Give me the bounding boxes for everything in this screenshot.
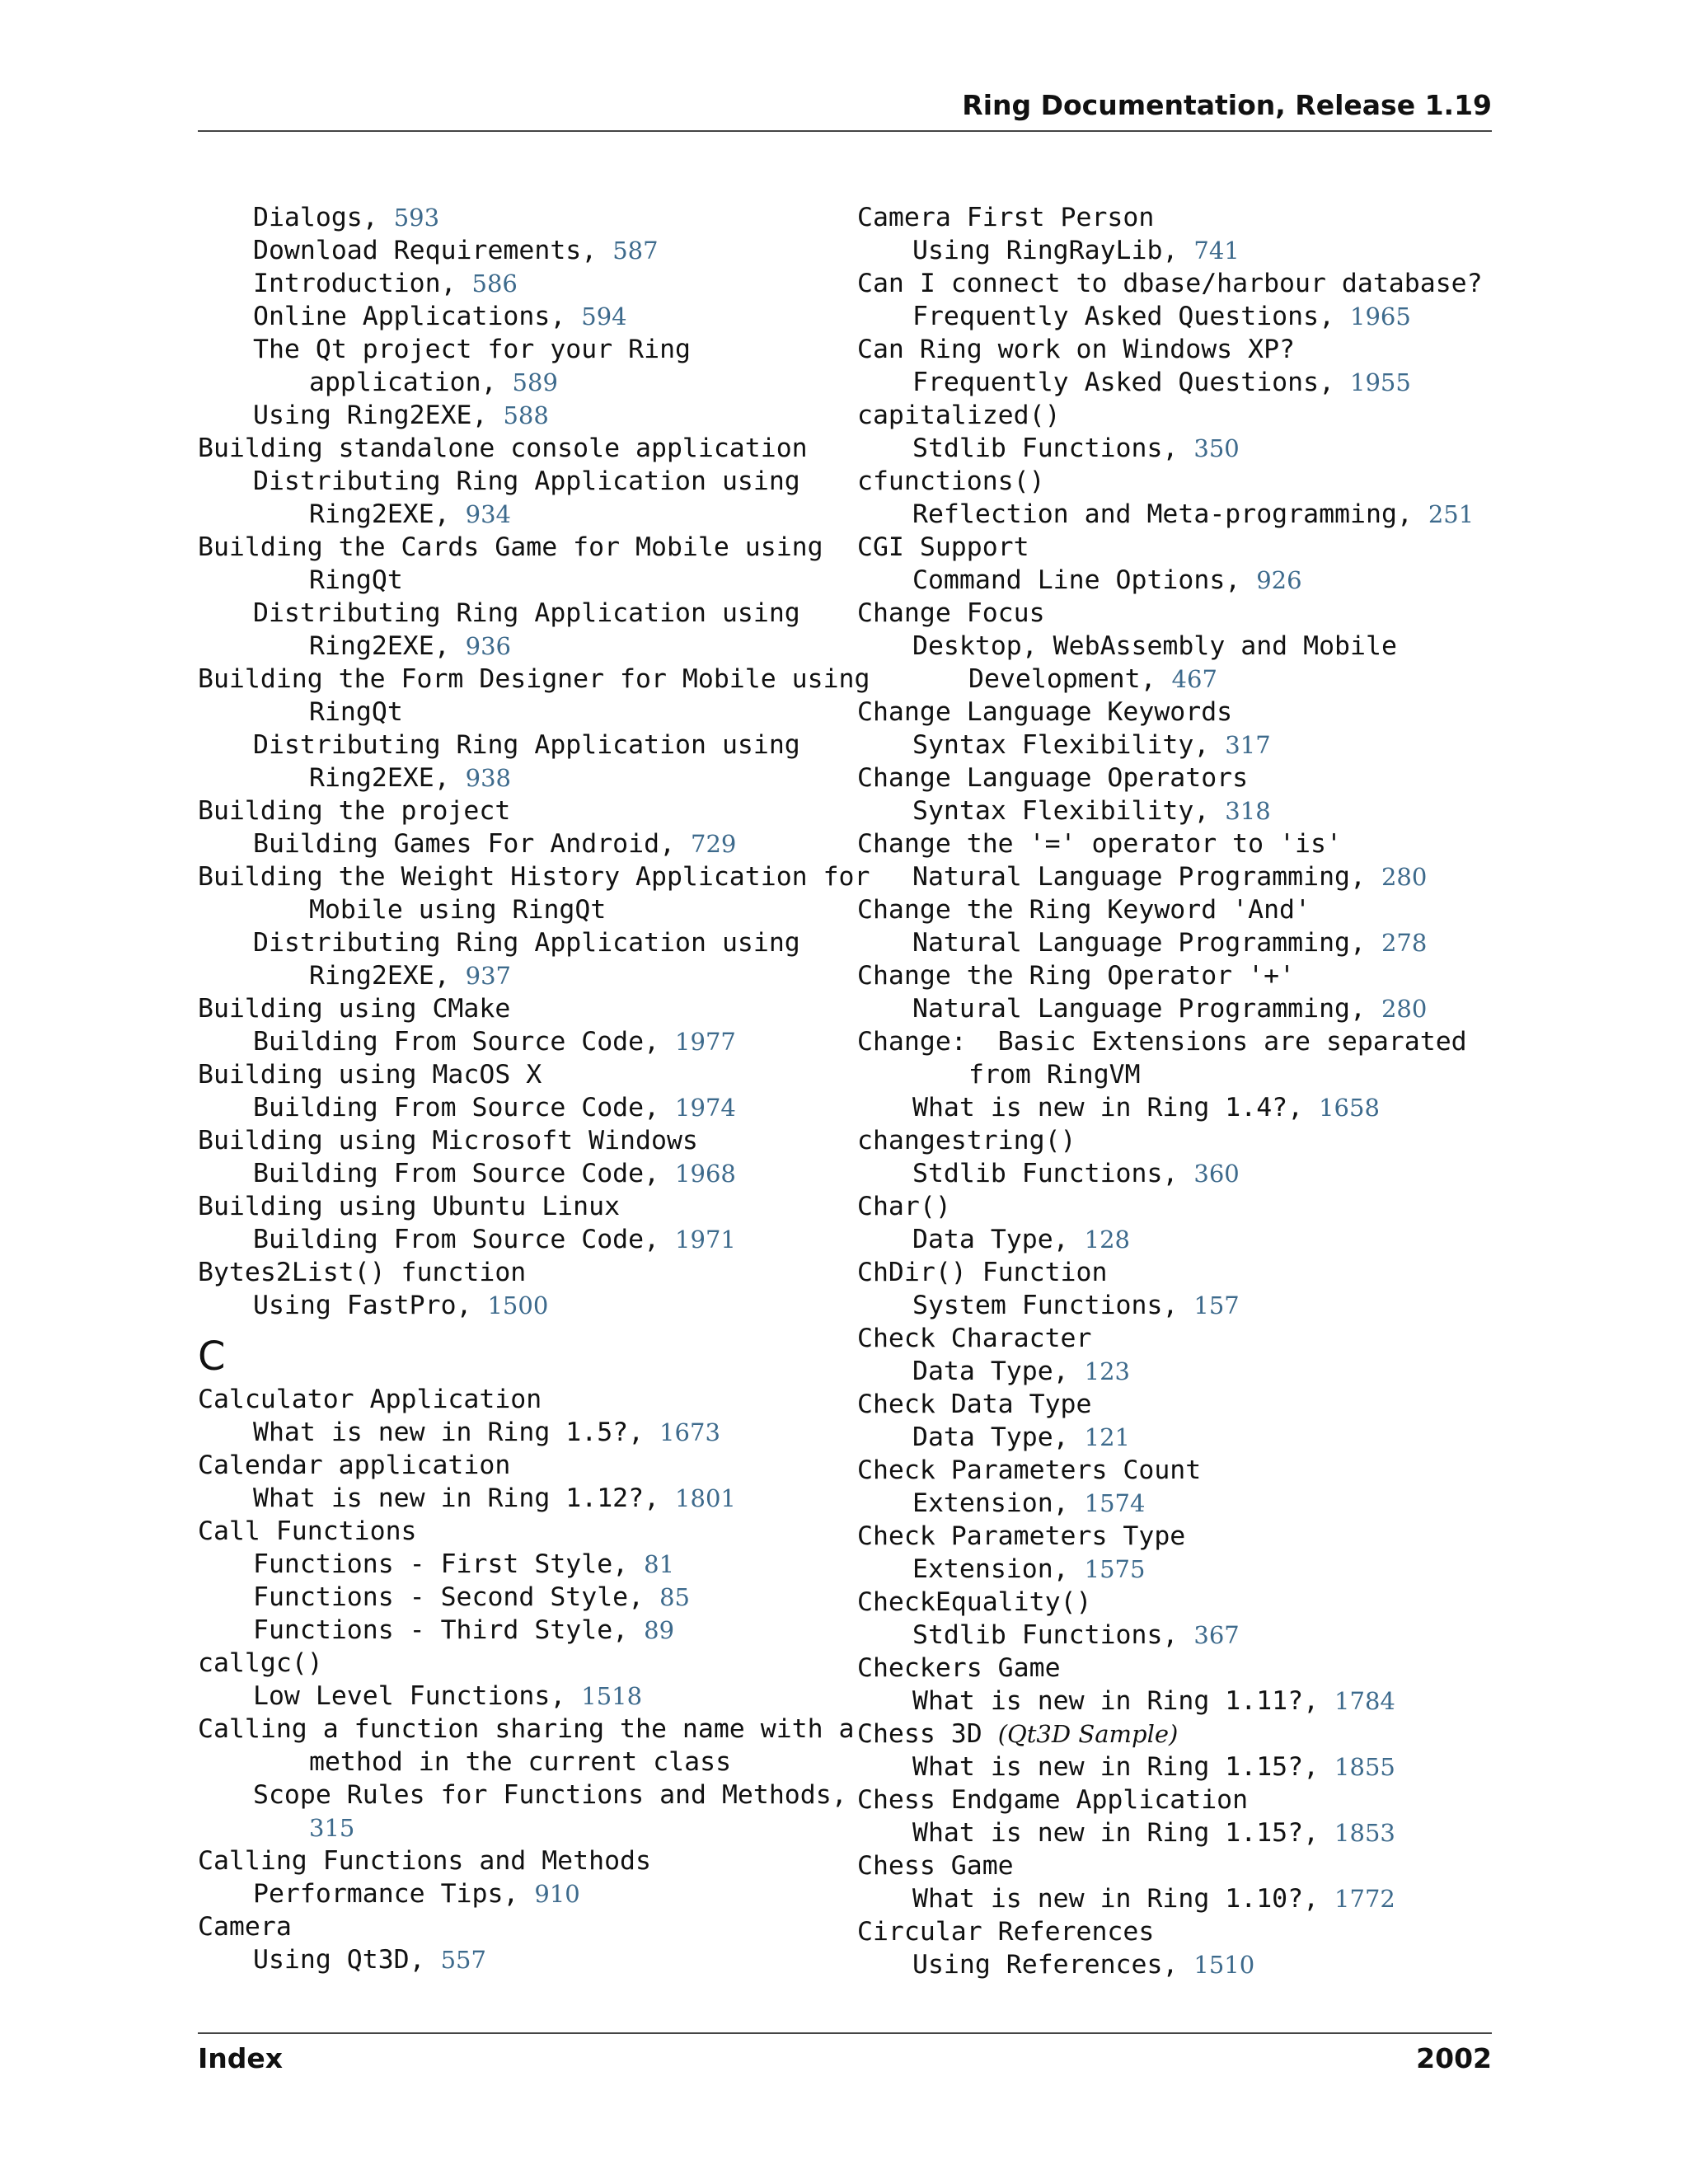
index-entry-continued: RingQt [309,565,403,595]
page-link[interactable]: 594 [581,302,627,330]
page-link[interactable]: 1853 [1334,1819,1395,1847]
index-subentry: Frequently Asked Questions, 1965 [912,302,1411,331]
page-link[interactable]: 360 [1193,1160,1240,1188]
index-subentry: Functions - Third Style, 89 [253,1615,675,1645]
index-subentry: Stdlib Functions, 360 [912,1159,1240,1188]
index-entry: Building using Ubuntu Linux [198,1192,621,1221]
page-link[interactable]: 1855 [1334,1753,1395,1781]
index-entry: Change: Basic Extensions are separated [857,1027,1467,1057]
page-link[interactable]: 157 [1193,1291,1240,1319]
index-subentry-continued: Ring2EXE, 936 [309,631,512,661]
index-subentry: Distributing Ring Application using [253,928,800,958]
index-column-left [198,201,870,1976]
index-subentry: Using Qt3D, 557 [253,1945,486,1975]
index-entry: Camera First Person [857,203,1155,232]
index-entry: Building the Weight History Application for [198,862,870,892]
index-subentry: Using RingRayLib, 741 [912,236,1240,265]
page-link[interactable]: 350 [1193,434,1240,462]
page-link[interactable]: 367 [1193,1621,1240,1649]
index-entry: Check Parameters Count [857,1455,1202,1485]
index-subentry: What is new in Ring 1.11?, 1784 [912,1686,1395,1716]
index-subentry: Data Type, 128 [912,1225,1130,1254]
index-subentry: Data Type, 123 [912,1357,1130,1386]
index-entry: Camera [198,1912,292,1942]
page-link[interactable]: 934 [465,500,512,528]
index-subentry: Syntax Flexibility, 317 [912,730,1271,760]
index-subentry: Natural Language Programming, 280 [912,994,1428,1024]
page-link[interactable]: 1518 [581,1682,643,1710]
index-entry: Building using CMake [198,994,511,1024]
page-link[interactable]: 1772 [1334,1885,1395,1913]
page-link[interactable]: 1801 [675,1484,736,1512]
index-entry: Change Focus [857,598,1045,628]
index-entry: Check Parameters Type [857,1521,1186,1551]
page-link[interactable]: 593 [393,204,440,232]
page-link[interactable]: 85 [659,1583,690,1611]
index-subentry: Building Games For Android, 729 [253,829,737,859]
page-link[interactable]: 729 [691,830,737,858]
index-entry: capitalized() [857,401,1061,430]
index-subentry: Reflection and Meta-programming, 251 [912,499,1475,529]
index-subentry: Download Requirements, 587 [253,236,659,265]
index-entry-continued: from RingVM [968,1060,1141,1090]
page-link[interactable]: 1658 [1319,1094,1380,1122]
index-entry: CGI Support [857,532,1029,562]
page-link[interactable]: 1673 [659,1418,720,1446]
index-subentry-continued: Development, 467 [968,664,1217,694]
page-link[interactable]: 557 [440,1946,486,1974]
page-link[interactable]: 81 [644,1550,675,1578]
index-subentry: Using FastPro, 1500 [253,1291,549,1320]
index-entry: Change the Ring Keyword 'And' [857,895,1311,925]
document-title: Ring Documentation, Release 1.19 [962,89,1492,121]
index-subentry: What is new in Ring 1.15?, 1855 [912,1752,1395,1782]
page-link[interactable]: 280 [1381,995,1428,1023]
index-subentry: Introduction, 586 [253,269,518,298]
index-subentry: Frequently Asked Questions, 1955 [912,368,1411,397]
page-link[interactable]: 128 [1084,1226,1130,1254]
index-entry: Change Language Keywords [857,697,1233,727]
index-subentry: Building From Source Code, 1971 [253,1225,736,1254]
index-subentry-continued: Ring2EXE, 937 [309,961,512,991]
index-entry: Building the project [198,796,511,826]
index-letter-heading: C [198,1333,226,1380]
index-subentry: Distributing Ring Application using [253,730,800,760]
page-link[interactable]: 318 [1225,797,1271,825]
page-link[interactable]: 910 [534,1880,580,1908]
page-link[interactable]: 1574 [1084,1489,1146,1517]
page-header [198,89,1492,132]
page-link[interactable]: 1971 [675,1226,736,1254]
index-subentry: Stdlib Functions, 367 [912,1620,1240,1650]
footer-section-label: Index [198,2042,284,2074]
index-subentry-continued [198,1811,841,1844]
index-subentry: What is new in Ring 1.5?, 1673 [253,1418,720,1447]
index-subentry: Building From Source Code, 1968 [253,1159,736,1188]
page-link[interactable]: 587 [612,237,659,265]
index-subentry: Command Line Options, 926 [912,565,1302,595]
index-entry: Calling a function sharing the name with a [198,1714,855,1744]
page-link[interactable]: 936 [465,632,512,660]
page-link[interactable]: 1575 [1084,1555,1146,1583]
index-entry: Bytes2List() function [198,1258,527,1287]
index-entry-qualifier: (Qt3D Sample) [997,1720,1179,1748]
index-subentry: What is new in Ring 1.15?, 1853 [912,1818,1395,1848]
page-link[interactable]: 938 [465,764,512,792]
index-subentry: Extension, 1574 [912,1488,1146,1518]
index-entry-continued: method in the current class [309,1747,732,1777]
page-link[interactable]: 251 [1428,500,1475,528]
index-subentry: Distributing Ring Application using [253,598,800,628]
page-link[interactable]: 467 [1171,665,1217,693]
page-link[interactable]: 741 [1193,237,1240,265]
index-column-right [857,201,1500,1981]
index-subentry: Natural Language Programming, 280 [912,862,1428,892]
page-link[interactable]: 937 [465,962,512,990]
index-subentry: Online Applications, 594 [253,302,627,331]
page-link[interactable]: 315 [309,1814,355,1842]
index-subentry: Using References, 1510 [912,1950,1255,1980]
index-subentry: Using Ring2EXE, 588 [253,401,549,430]
index-entry: Check Character [857,1324,1092,1353]
index-entry-continued: RingQt [309,697,403,727]
index-subentry: What is new in Ring 1.4?, 1658 [912,1093,1380,1122]
index-subentry: Distributing Ring Application using [253,466,800,496]
index-entry-continued: Mobile using RingQt [309,895,607,925]
index-entry: ChDir() Function [857,1258,1108,1287]
page-number: 2002 [1416,2042,1492,2074]
page-link[interactable]: 1968 [675,1160,736,1188]
index-entry: Chess Game [857,1851,1014,1881]
page-link[interactable]: 926 [1256,566,1302,594]
index-subentry: What is new in Ring 1.10?, 1772 [912,1884,1395,1914]
index-subentry: Performance Tips, 910 [253,1879,580,1909]
page-link[interactable]: 1510 [1193,1951,1255,1979]
index-entry: callgc() [198,1648,323,1678]
index-subentry: Building From Source Code, 1977 [253,1027,736,1057]
page-link[interactable]: 317 [1225,731,1271,759]
page-link[interactable]: 1974 [675,1094,736,1122]
index-entry: Checkers Game [857,1653,1061,1683]
index-subentry: Data Type, 121 [912,1422,1130,1452]
index-entry: Change the Ring Operator '+' [857,961,1296,991]
index-subentry: Scope Rules for Functions and Methods, [253,1780,847,1810]
index-entry: Change Language Operators [857,763,1249,793]
index-entry: Building using MacOS X [198,1060,542,1090]
page-link[interactable]: 1965 [1350,302,1411,330]
index-entry: Can Ring work on Windows XP? [857,335,1296,364]
index-subentry-continued: Ring2EXE, 938 [309,763,512,793]
index-subentry: System Functions, 157 [912,1291,1240,1320]
index-entry: Change the '=' operator to 'is' [857,829,1342,859]
index-subentry: Syntax Flexibility, 318 [912,796,1271,826]
page-link[interactable]: 278 [1381,929,1428,957]
page-link[interactable]: 1955 [1350,368,1411,396]
page-footer [198,2032,1492,2075]
index-subentry-continued: application, 589 [309,368,558,397]
index-entry: Char() [857,1192,951,1221]
page-link[interactable]: 280 [1381,863,1428,891]
index-subentry: Low Level Functions, 1518 [253,1681,643,1711]
index-subentry: Dialogs, 593 [253,203,440,232]
index-subentry: Desktop, WebAssembly and Mobile [912,631,1397,661]
page-link[interactable]: 121 [1084,1423,1130,1451]
index-entry: Building the Cards Game for Mobile using [198,532,823,562]
index-entry: Building using Microsoft Windows [198,1126,698,1155]
index-subentry: The Qt project for your Ring [253,335,692,364]
index-entry: cfunctions() [857,466,1045,496]
index-entry: Call Functions [198,1516,417,1546]
index-subentry: Extension, 1575 [912,1554,1146,1584]
index-entry: CheckEquality() [857,1587,1092,1617]
index-entry: Chess 3D (Qt3D Sample) [857,1719,1179,1749]
page-link[interactable]: 1784 [1334,1687,1395,1715]
page-link[interactable]: 586 [471,269,518,298]
index-entry: Check Data Type [857,1390,1092,1419]
page-link[interactable]: 89 [644,1616,675,1644]
page-link[interactable]: 1500 [487,1291,549,1319]
index-entry: Calling Functions and Methods [198,1846,651,1876]
page-link[interactable]: 1977 [675,1028,736,1056]
index-subentry: Functions - Second Style, 85 [253,1582,690,1612]
index-subentry: Natural Language Programming, 278 [912,928,1428,958]
index-subentry: Functions - First Style, 81 [253,1549,675,1579]
page-link[interactable]: 588 [503,401,549,429]
index-entry: Building the Form Designer for Mobile using [198,664,870,694]
index-subentry-continued: Ring2EXE, 934 [309,499,512,529]
index-entry: Calculator Application [198,1385,542,1414]
index-entry: Circular References [857,1917,1155,1947]
index-entry: changestring() [857,1126,1076,1155]
index-entry: Calendar application [198,1451,511,1480]
index-subentry: What is new in Ring 1.12?, 1801 [253,1483,736,1513]
index-subentry: Stdlib Functions, 350 [912,434,1240,463]
index-entry: Chess Endgame Application [857,1785,1249,1815]
index-entry: Building standalone console application [198,434,808,463]
page-link[interactable]: 123 [1084,1357,1130,1385]
index-subentry: Building From Source Code, 1974 [253,1093,736,1122]
page-link[interactable]: 589 [512,368,558,396]
index-entry: Can I connect to dbase/harbour database? [857,269,1483,298]
